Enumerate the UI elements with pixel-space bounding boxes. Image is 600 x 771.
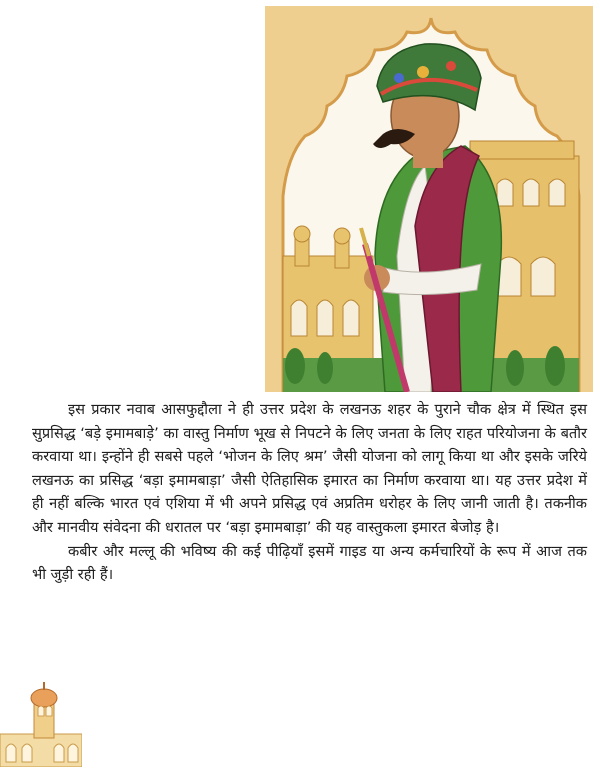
body-text: [32, 398, 587, 587]
nawab-illustration: [265, 6, 593, 392]
paragraph-2: कबीर और मल्लू की भविष्य की कई पीढ़ियाँ इसमें गाइड या अन्य कर्मचारियों के रूप में आज तक भी जुड़ी रही हैं।: [32, 542, 587, 584]
corner-monument-illustration: [0, 676, 82, 767]
paragraph-1: इस प्रकार नवाब आसफुद्दौला ने ही उत्तर प्रदेश के लखनऊ शहर के पुराने चौक क्षेत्र में स्थित इस सुप्रसिद्ध ‘बड़े इमामबाड़े’ का वास्तु निर्माण भूख से निपटने के लिए जनता के लिए राहत परियोजना के बतौर करवाया था। इन्होंने ही सबसे पहले ‘भोजन के लिए श्रम’ जैसी योजना को लागू किया था और इसके जरिये लखनऊ का प्रसिद्ध ‘बड़ा इमामबाड़ा’ जैसी ऐतिहासिक इमारत का निर्माण करवाया था। यह उत्तर प्रदेश में ही नहीं बल्कि भारत एवं एशिया में भी अपने प्रसिद्ध एवं अप्रतिम धरोहर के लिए जानी जाती है। तकनीक और मानवीय संवेदना की धरातल पर ‘बड़ा इमामबाड़ा’ की यह वास्तुकला इमारत बेजोड़ है।: [32, 401, 587, 536]
